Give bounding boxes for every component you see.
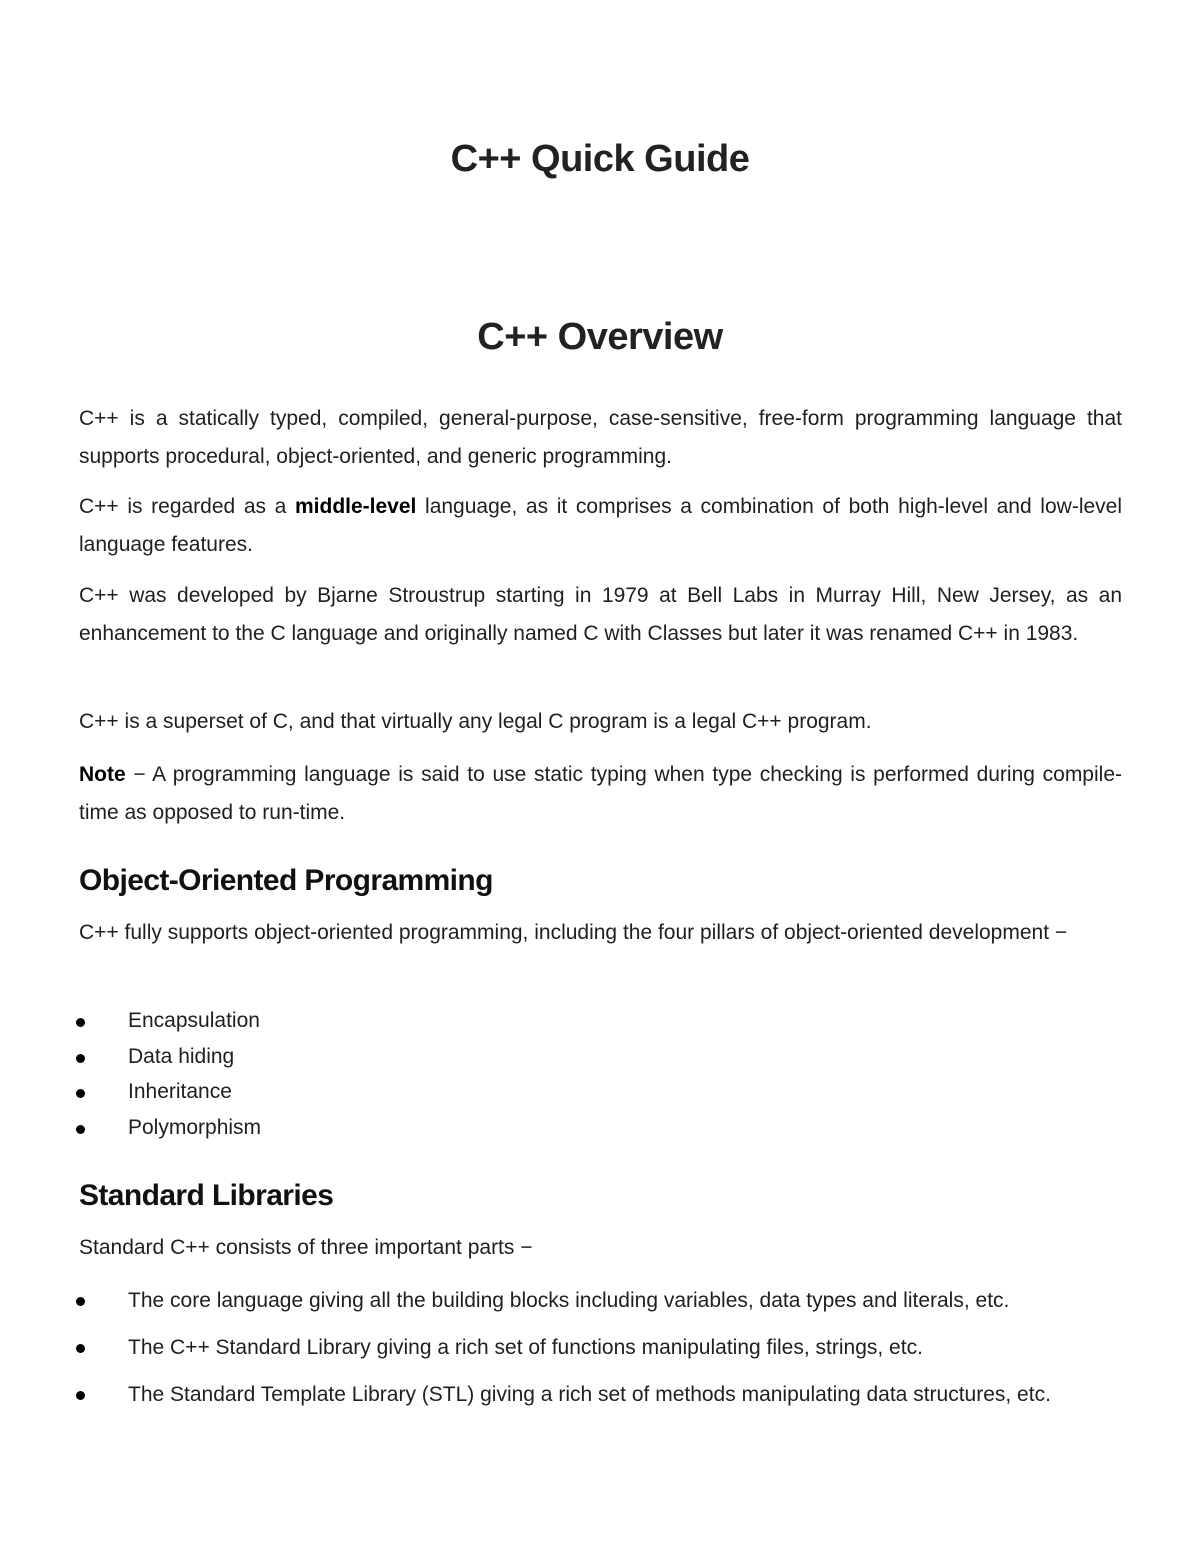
overview-body-2 bbox=[79, 488, 1122, 564]
stdlib-item-3-wrap bbox=[79, 1376, 1122, 1414]
oop-pillars-list bbox=[79, 1003, 1122, 1145]
stdlib-intro: Standard C++ consists of three important parts − bbox=[79, 1236, 533, 1259]
list-item-text: Polymorphism bbox=[128, 1115, 262, 1139]
stdlib-heading: Standard Libraries bbox=[79, 1179, 334, 1212]
overview-body bbox=[79, 400, 1122, 476]
p2-text-before: C++ is regarded as a bbox=[79, 495, 295, 518]
list-item bbox=[79, 1376, 1122, 1414]
p2-text-after: language, as it comprises a combination of both high-level and low-level language features. bbox=[79, 495, 1123, 556]
list-item-text: Inheritance bbox=[128, 1080, 232, 1103]
list-item-text: Data hiding bbox=[128, 1044, 235, 1068]
list-item-text: The core language giving all the building blocks including variables, data types and literals, etc. bbox=[128, 1289, 1010, 1312]
stdlib-heading-wrap bbox=[79, 1176, 1122, 1216]
list-item bbox=[79, 1074, 1122, 1110]
oop-heading: Object-Oriented Programming bbox=[79, 864, 493, 897]
oop-list-wrap bbox=[79, 1003, 1122, 1145]
list-item-text: Encapsulation bbox=[128, 1009, 260, 1032]
oop-heading-wrap bbox=[79, 861, 1122, 901]
bullet-icon bbox=[76, 1054, 85, 1063]
overview-paragraph-2 bbox=[79, 488, 1122, 564]
list-item bbox=[79, 1329, 1122, 1367]
list-item-text: The Standard Template Library (STL) giving a rich set of methods manipulating data structures, etc. bbox=[128, 1383, 1051, 1406]
bullet-icon bbox=[76, 1391, 85, 1400]
oop-intro: C++ fully supports object-oriented programming, including the four pillars of object-oriented development − bbox=[79, 921, 1068, 944]
list-item bbox=[79, 1003, 1122, 1039]
note-paragraph bbox=[79, 756, 1122, 832]
overview-paragraph-4: C++ is a superset of C, and that virtually any legal C program is a legal C++ program. bbox=[79, 710, 872, 733]
overview-note bbox=[79, 756, 1122, 832]
oop-intro-wrap bbox=[79, 914, 1122, 952]
middle-level-emphasis: middle-level bbox=[295, 495, 417, 518]
overview-paragraph-3: C++ was developed by Bjarne Stroustrup starting in 1979 at Bell Labs in Murray Hill, New Jersey, as an enhancement to the C language and originally named C with Classes but later it was renamed C++ in 1983. bbox=[79, 584, 1122, 645]
stdlib-item-1-wrap bbox=[79, 1282, 1122, 1320]
document-title: C++ Quick Guide bbox=[450, 138, 750, 180]
bullet-icon bbox=[76, 1344, 85, 1353]
list-item bbox=[79, 1039, 1122, 1075]
stdlib-intro-wrap bbox=[79, 1229, 1122, 1267]
list-item-text: The C++ Standard Library giving a rich set of functions manipulating files, strings, etc. bbox=[128, 1336, 923, 1359]
bullet-icon bbox=[76, 1297, 85, 1306]
overview-paragraph-1: C++ is a statically typed, compiled, general-purpose, case-sensitive, free-form programming language that supports procedural, object-oriented, and generic programming. bbox=[79, 407, 1122, 468]
note-label: Note bbox=[79, 763, 126, 786]
overview-body-3 bbox=[79, 577, 1122, 653]
list-item bbox=[79, 1282, 1122, 1320]
overview-title: C++ Overview bbox=[477, 316, 723, 358]
bullet-icon bbox=[76, 1089, 85, 1098]
overview-body-4 bbox=[79, 703, 1122, 741]
bullet-icon bbox=[76, 1125, 85, 1134]
list-item bbox=[79, 1110, 1122, 1146]
stdlib-item-2-wrap bbox=[79, 1329, 1122, 1367]
bullet-icon bbox=[76, 1018, 85, 1027]
note-text: − A programming language is said to use static typing when type checking is performed during compile-time as opposed to run-time. bbox=[79, 763, 1122, 824]
